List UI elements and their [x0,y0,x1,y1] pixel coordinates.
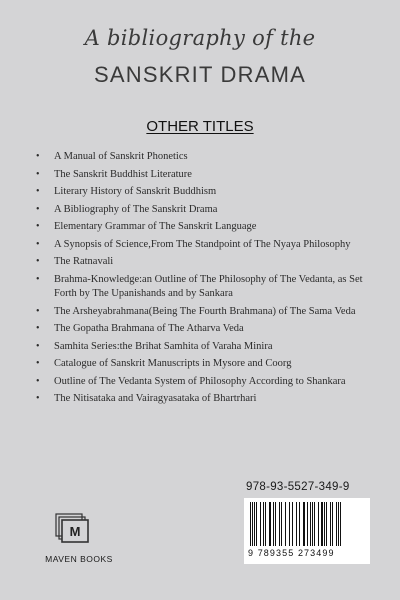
title-text: The Arsheyabrahmana(Being The Fourth Brahmana) of The Sama Veda [54,305,356,317]
barcode [244,498,370,564]
title-list-item [36,255,376,270]
title-text: The Gopatha Brahmana of The Atharva Veda [54,323,244,334]
title-list-item [36,220,376,235]
title-text: The Ratnavali [54,256,114,267]
publisher-logo-icon [55,513,95,547]
bullet-icon: • [36,393,40,404]
isbn-label: 978-93-5527-349-9 [246,481,350,493]
title-text: A Bibliography of The Sanskrit Drama [54,203,218,215]
barcode-bar [314,502,315,546]
barcode-bar [279,502,280,546]
barcode-bar [252,502,253,546]
barcode-bar [330,502,331,546]
barcode-bar [254,502,255,546]
barcode-bar [275,502,276,546]
barcode-bar [340,502,341,546]
title-text: Outline of The Vedanta System of Philosophy According to Shankara [54,375,346,387]
title-main: SANSKRIT DRAMA [94,62,306,87]
title-list-item [36,392,376,407]
barcode-bar [312,502,313,546]
title-text: A Manual of Sanskrit Phonetics [54,151,188,162]
barcode-bar [256,502,257,546]
title-list-item [36,238,376,253]
bullet-icon: • [36,358,40,369]
title-script: A bibliography of the [84,26,316,50]
barcode-bar [303,502,305,546]
barcode-bar [299,502,300,546]
barcode-bar [326,502,327,546]
title-list-item [36,185,376,200]
barcode-bar [338,502,339,546]
title-text: A Synopsis of Science,From The Standpoint of The Nyaya Philosophy [54,238,351,250]
barcode-bar [292,502,293,546]
barcode-bar [310,502,311,546]
title-list-item [36,168,376,183]
barcode-bar [321,502,323,546]
barcode-bar [307,502,308,546]
title-text: The Sanskrit Buddhist Literature [54,168,192,180]
title-text: Samhita Series:the Brihat Samhita of Varaha Minira [54,340,273,352]
barcode-bar [263,502,264,546]
title-text: The Nitisataka and Vairagyasataka of Bhartrhari [54,393,257,404]
title-text: Brahma-Knowledge:an Outline of The Philosophy of The Vedanta, as Set Forth by The Upanishands and by Sankara [54,273,363,299]
barcode-bar [265,502,266,546]
barcode-bar [273,502,274,546]
bullet-icon: • [36,221,40,232]
bullet-icon: • [36,305,40,317]
barcode-bar [336,502,337,546]
barcode-bar [318,502,319,546]
barcode-bar [269,502,271,546]
barcode-bar [260,502,261,546]
title-list-item [36,305,376,320]
barcode-bar [332,502,333,546]
logo-letter: M [69,524,81,539]
barcode-digits: 9 789355 273499 [248,548,335,558]
bullet-icon: • [36,375,40,387]
bullet-icon: • [36,151,40,162]
barcode-bar [289,502,290,546]
bullet-icon: • [36,323,40,334]
title-text: Catalogue of Sanskrit Manuscripts in Mysore and Coorg [54,358,292,369]
title-list-item [36,340,376,355]
title-list-item [36,322,376,337]
title-list-item [36,357,376,372]
publisher-name: MAVEN BOOKS [45,554,113,564]
bullet-icon: • [36,186,40,197]
barcode-bar [296,502,297,546]
barcode-bar [285,502,286,546]
title-text: Elementary Grammar of The Sanskrit Language [54,221,257,232]
barcode-bar [281,502,282,546]
title-list-item [36,150,376,165]
bullet-icon: • [36,340,40,352]
section-heading: OTHER TITLES [146,118,254,135]
title-list-item [36,273,376,302]
bullet-icon: • [36,238,40,250]
title-text: Literary History of Sanskrit Buddhism [54,186,217,197]
bullet-icon: • [36,203,40,215]
bullet-icon: • [36,273,40,285]
bullet-icon: • [36,168,40,180]
barcode-bar [324,502,325,546]
barcode-bars [248,502,366,546]
title-list-item [36,375,376,390]
title-list-item [36,203,376,218]
barcode-bar [250,502,251,546]
other-titles-list [36,150,376,410]
bullet-icon: • [36,256,40,267]
